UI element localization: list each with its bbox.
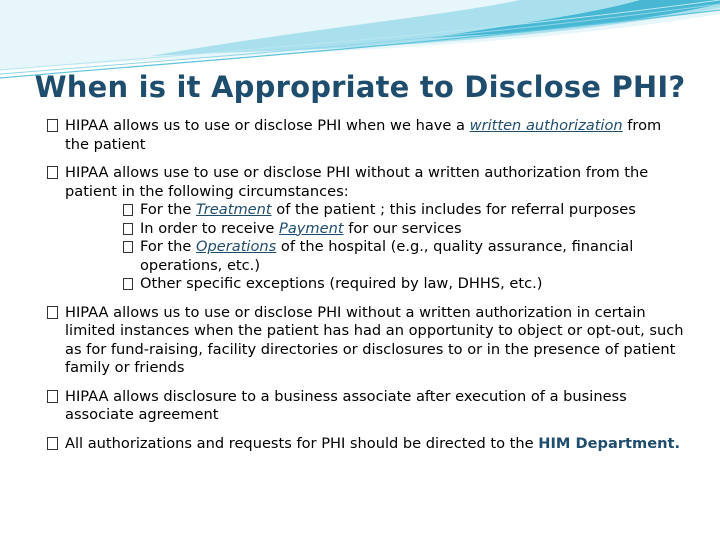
sub-bullet-box-icon — [123, 278, 133, 290]
sub-bullet-text: of the hospital (e.g., quality assurance, financial operations, etc.) — [140, 238, 634, 274]
sub-bullet-text: for our services — [343, 219, 462, 237]
operations-link[interactable]: Operations — [196, 238, 277, 255]
bullet-text: HIPAA allows disclosure to a business associate after execution of a business associate agreement — [65, 387, 627, 423]
written-authorization-link[interactable]: written authorization — [469, 117, 623, 134]
bullet-written-authorization — [47, 117, 687, 154]
sub-bullet-box-icon — [123, 223, 133, 235]
bullet-box-icon — [47, 166, 58, 179]
sub-bullet-text: For the — [140, 201, 197, 218]
sub-bullet-text: Other specific exceptions (required by law, DHHS, etc.) — [140, 275, 543, 292]
bullet-without-authorization — [47, 164, 687, 294]
treatment-link[interactable]: Treatment — [196, 201, 272, 218]
sub-bullet-operations — [65, 238, 687, 275]
bullet-box-icon — [47, 437, 58, 450]
sub-bullet-other-exceptions — [65, 275, 687, 294]
bullet-box-icon — [47, 390, 58, 403]
bullet-box-icon — [47, 119, 58, 132]
sub-bullet-payment — [65, 220, 687, 239]
sub-bullet-text: For the — [140, 238, 197, 255]
him-department-text: HIM Department. — [538, 434, 681, 452]
sub-bullet-treatment — [65, 201, 687, 220]
bullet-him-department — [47, 435, 687, 454]
sub-bullet-box-icon — [123, 204, 133, 216]
slide-title: When is it Appropriate to Disclose PHI? — [34, 70, 686, 104]
bullet-text: from the patient — [65, 117, 662, 153]
sub-bullet-text: In order to receive — [140, 219, 280, 237]
bullet-opt-out — [47, 304, 687, 378]
bullet-text: All authorizations and requests for PHI should be directed to the — [65, 434, 539, 452]
bullet-business-associate — [47, 388, 687, 425]
sub-bullet-box-icon — [123, 241, 133, 253]
bullet-text: HIPAA allows use to use or disclose PHI without a written authorization from the patient in the following circumstances: — [65, 164, 649, 200]
slide-content — [47, 117, 687, 463]
bullet-box-icon — [47, 306, 58, 319]
bullet-text: HIPAA allows us to use or disclose PHI without a written authorization in certain limited instances when the patient has had an opportunity to object or opt-out, such as for fund-raising, facility directories or disclosures to or in the presence of patient family or friends — [65, 303, 684, 376]
sub-bullet-text: of the patient ; this includes for referral purposes — [271, 201, 636, 218]
payment-link[interactable]: Payment — [279, 219, 344, 237]
bullet-text: HIPAA allows us to use or disclose PHI when we have a — [65, 117, 470, 134]
